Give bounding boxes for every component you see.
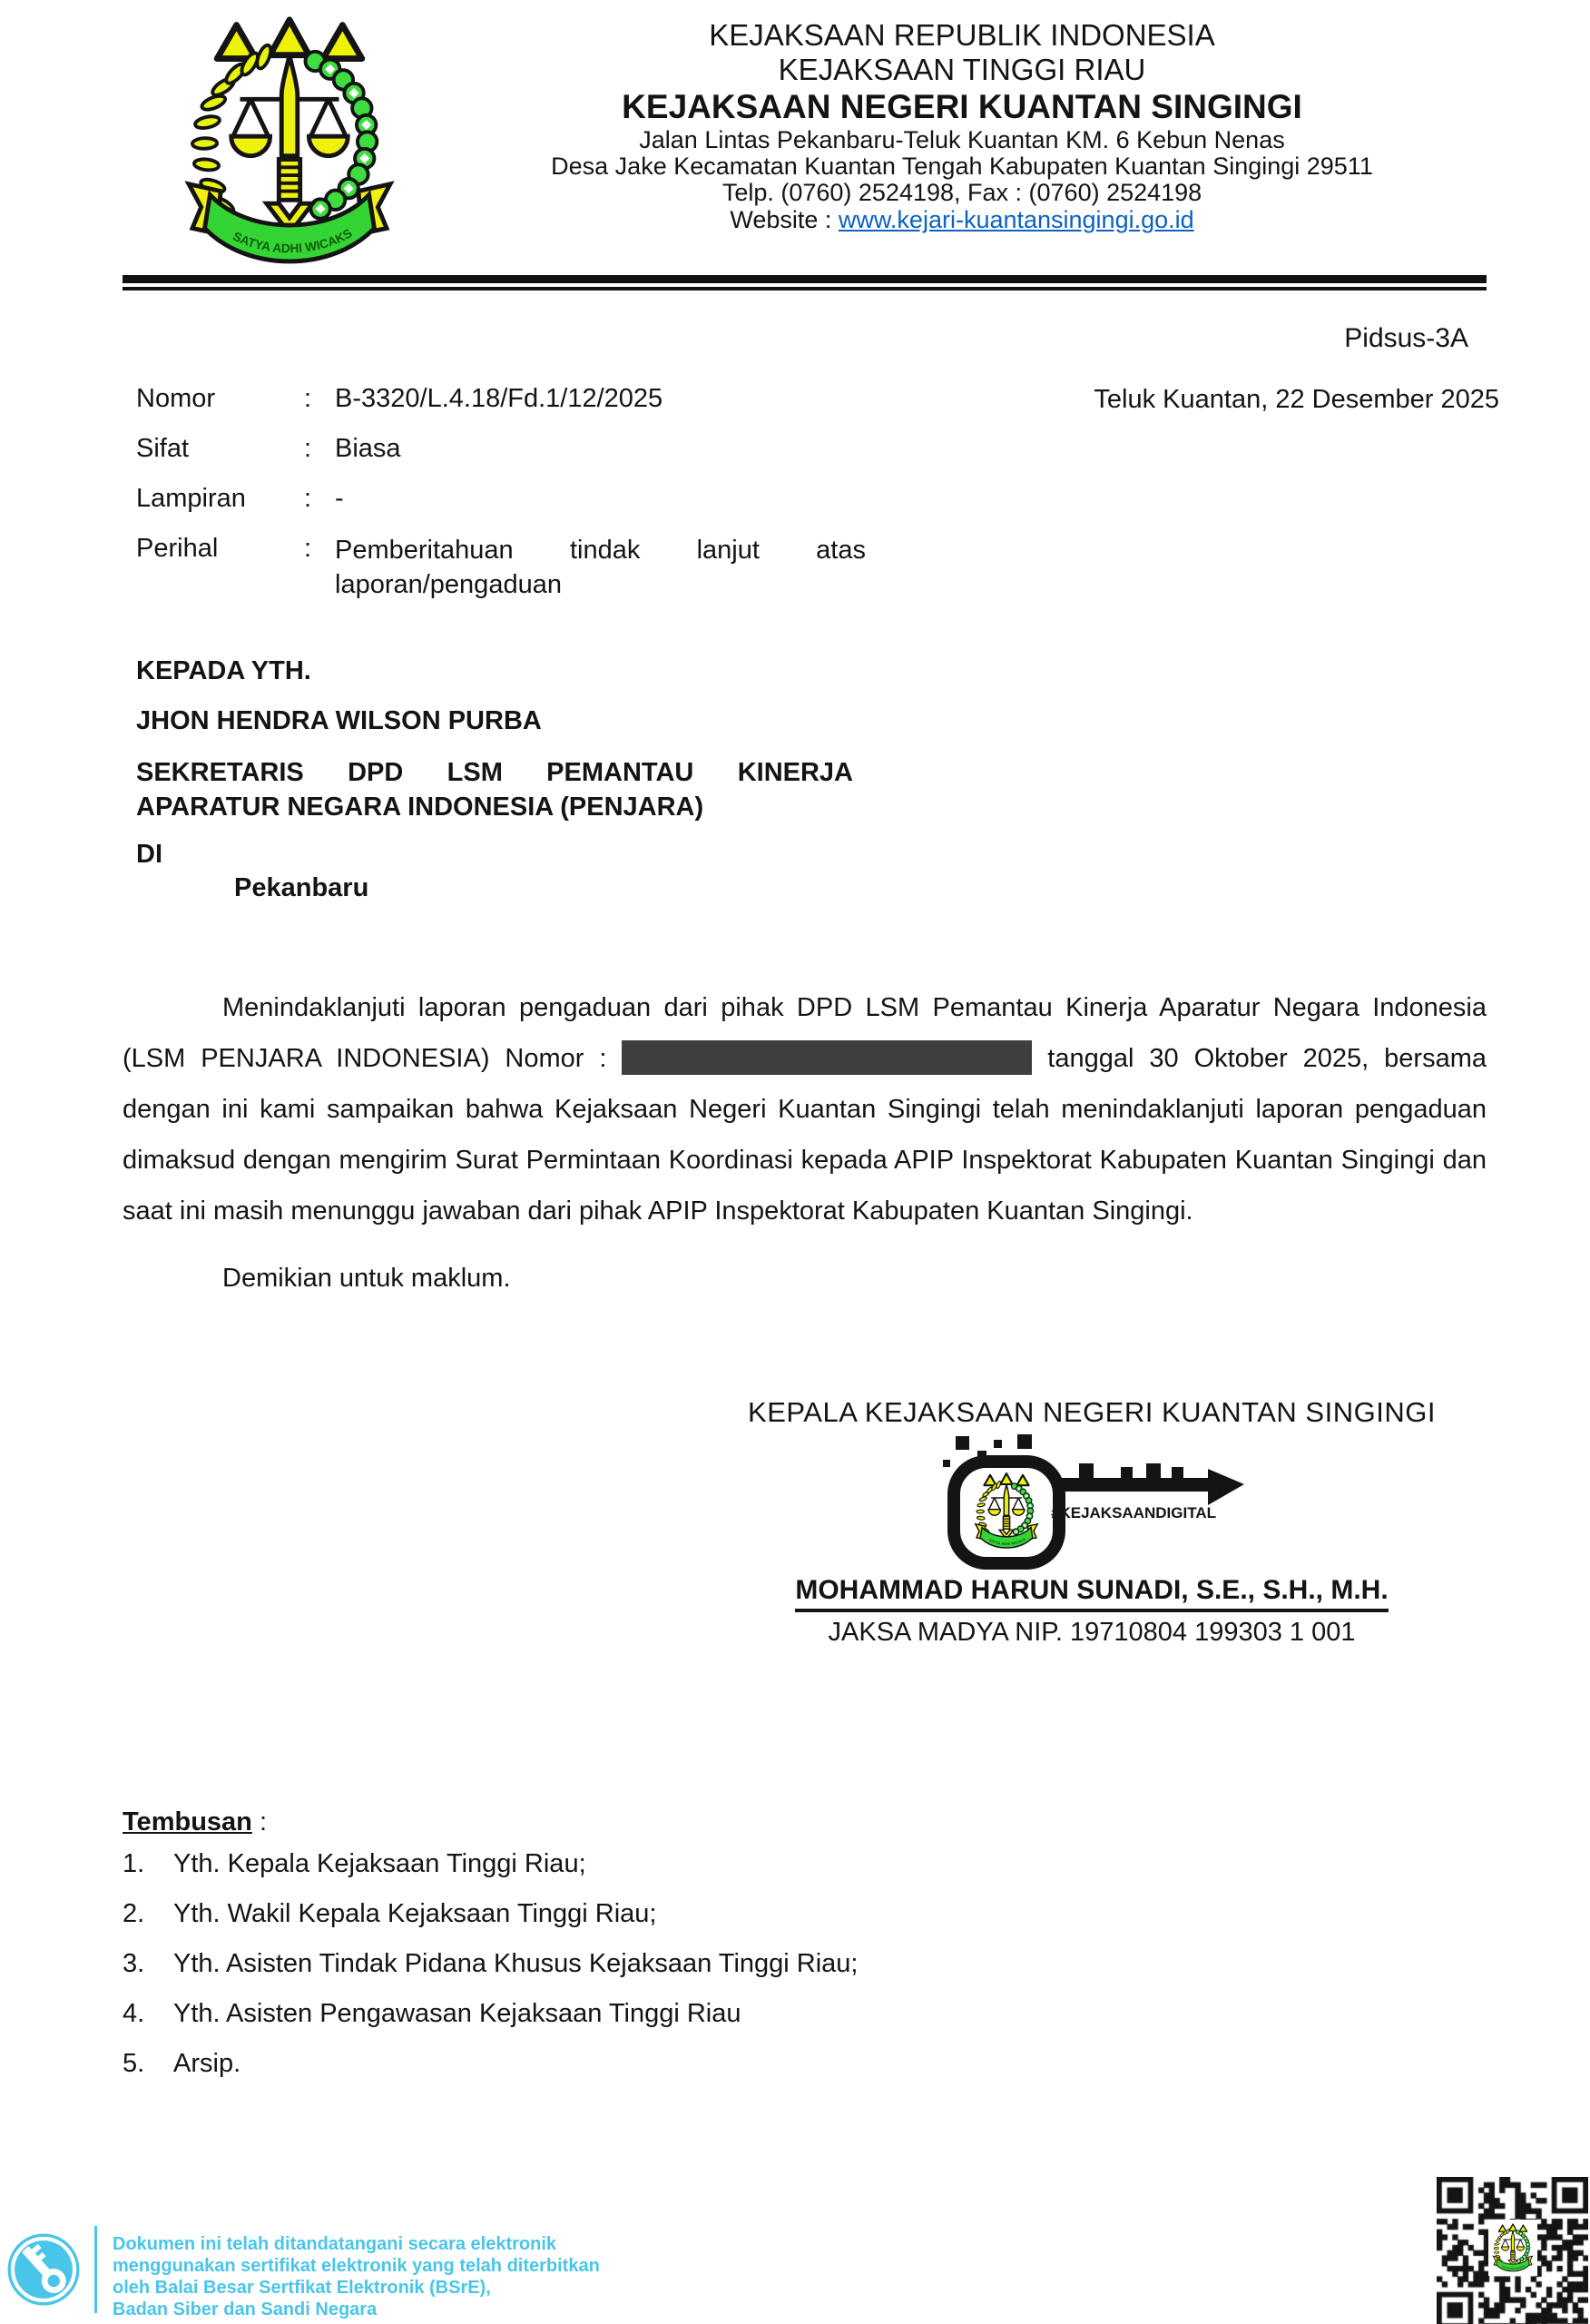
letterhead-phone: Telp. (0760) 2524198, Fax : (0760) 2524198 (721, 179, 1202, 206)
classification-code: Pidsus-3A (1344, 323, 1468, 353)
footer-divider (94, 2226, 97, 2313)
item-number: 5. (123, 2049, 145, 2078)
meta-colon: : (304, 384, 312, 413)
tembusan-item (123, 1898, 858, 1929)
item-text: Yth. Kepala Kejaksaan Tinggi Riau; (173, 1849, 586, 1878)
letterhead-office-name: KEJAKSAAN NEGERI KUANTAN SINGINGI (622, 88, 1302, 125)
disclaimer-line: Dokumen ini telah ditandatangani secara elektronik (113, 2234, 557, 2254)
tembusan-item (123, 1848, 858, 1879)
disclaimer-line: oleh Balai Besar Sertfikat Elektronik (BSrE), (113, 2278, 491, 2298)
recipient-salutation: KEPADA YTH. (136, 656, 311, 685)
recipient-title: SEKRETARIS DPD LSM PEMANTAU KINERJA APARATUR NEGARA INDONESIA (PENJARA) (136, 758, 853, 822)
tembusan-section (123, 1807, 858, 2098)
rule-thin (123, 287, 1487, 290)
tembusan-heading-colon: : (251, 1807, 268, 1837)
place-date: Teluk Kuantan, 22 Desember 2025 (1094, 385, 1499, 414)
tembusan-item (123, 1998, 858, 2029)
redaction-box (622, 1040, 1032, 1075)
meta-label: Nomor (136, 384, 216, 413)
letterhead-address2: Desa Jake Kecamatan Kuantan Tengah Kabupaten Kuantan Singingi 29511 (551, 153, 1373, 180)
meta-value: Pemberitahuan tindak lanjut atas laporan/pengaduan (335, 536, 866, 599)
signature-block (721, 1396, 1462, 1648)
digital-signature-stamp (937, 1433, 1246, 1571)
recipient-name: JHON HENDRA WILSON PURBA (136, 706, 542, 735)
tembusan-heading-word: Tembusan (123, 1807, 252, 1837)
letter-meta (136, 383, 1026, 621)
meta-row-perihal (136, 533, 1026, 602)
tembusan-item (123, 2048, 858, 2079)
tembusan-heading (123, 1807, 858, 1837)
meta-label: Sifat (136, 434, 190, 463)
letterhead-website (427, 206, 1497, 234)
meta-value: - (335, 484, 344, 513)
meta-value: B-3320/L.4.18/Fd.1/12/2025 (335, 384, 663, 413)
stamp-hashtag: #KEJAKSAANDIGITAL (1051, 1504, 1216, 1521)
disclaimer-line: menggunakan sertifikat elektronik yang telah diterbitkan (113, 2256, 600, 2276)
item-text: Yth. Wakil Kepala Kejaksaan Tinggi Riau; (173, 1899, 657, 1928)
letterhead-line1: KEJAKSAAN REPUBLIK INDONESIA (709, 18, 1215, 52)
item-number: 4. (123, 1999, 145, 2028)
qr-center-emblem (1488, 2220, 1537, 2276)
item-number: 1. (123, 1849, 145, 1878)
website-link[interactable]: www.kejari-kuantansingingi.go.id (838, 206, 1194, 233)
disclaimer-line: Badan Siber dan Sandi Negara (113, 2299, 378, 2319)
meta-row-sifat (136, 433, 1026, 464)
closing-line: Demikian untuk maklum. (222, 1264, 511, 1293)
letter-body (123, 982, 1487, 1304)
esign-disclaimer (113, 2233, 600, 2320)
item-text: Yth. Asisten Pengawasan Kejaksaan Tinggi Riau (173, 1999, 741, 2028)
item-number: 2. (123, 1899, 145, 1928)
item-text: Arsip. (173, 2049, 241, 2078)
body-text-after: tanggal 30 Oktober 2025, bersama dengan ini kami sampaikan bahwa Kejaksaan Negeri Kuantan Singingi telah menindaklanjuti laporan pengaduan dimaksud dengan mengirim Surat Permintaan Koordinasi kepada APIP Inspektorat Kabupaten Kuantan Singingi dan saat ini masih menunggu jawaban dari pihak APIP Inspektorat Kabupaten Kuantan Singingi. (123, 1044, 1487, 1226)
signatory-name: MOHAMMAD HARUN SUNADI, S.E., S.H., M.H. (795, 1575, 1388, 1612)
rule-thick (123, 275, 1487, 283)
body-text-before: Menindaklanjuti laporan pengaduan dari pihak DPD LSM Pemantau Kinerja Aparatur Negara Indonesia (LSM PENJARA INDONESIA) Nomor : (123, 993, 1487, 1073)
letterhead-address1: Jalan Lintas Pekanbaru-Teluk Kuantan KM. 6 Kebun Nenas (639, 126, 1285, 153)
meta-colon: : (304, 534, 312, 563)
website-label: Website : (730, 206, 839, 233)
stamp-key-shaft (1057, 1463, 1244, 1505)
meta-label: Perihal (136, 534, 219, 563)
signatory-rank-nip: JAKSA MADYA NIP. 19710804 199303 1 001 (828, 1618, 1356, 1647)
meta-colon: : (304, 484, 312, 513)
recipient-city: Pekanbaru (234, 873, 369, 902)
bsre-logo-icon (5, 2231, 82, 2308)
meta-label: Lampiran (136, 484, 246, 513)
signatory-title: KEPALA KEJAKSAAN NEGERI KUANTAN SINGINGI (748, 1396, 1436, 1428)
recipient-block (136, 655, 853, 903)
verification-qr-code (1437, 2177, 1588, 2324)
item-text: Yth. Asisten Tindak Pidana Khusus Kejaksaan Tinggi Riau; (173, 1949, 859, 1978)
meta-value: Biasa (335, 434, 401, 463)
meta-colon: : (304, 434, 312, 463)
item-number: 3. (123, 1949, 145, 1978)
letterhead-rule (123, 275, 1487, 290)
kejaksaan-logo (177, 11, 402, 276)
letterhead-line2: KEJAKSAAN TINGGI RIAU (778, 53, 1146, 86)
letterhead (427, 18, 1497, 234)
tembusan-item (123, 1948, 858, 1979)
recipient-di: DI (136, 840, 162, 869)
body-paragraph (123, 982, 1487, 1236)
meta-row-lampiran (136, 483, 1026, 514)
meta-row-nomor (136, 383, 1026, 414)
